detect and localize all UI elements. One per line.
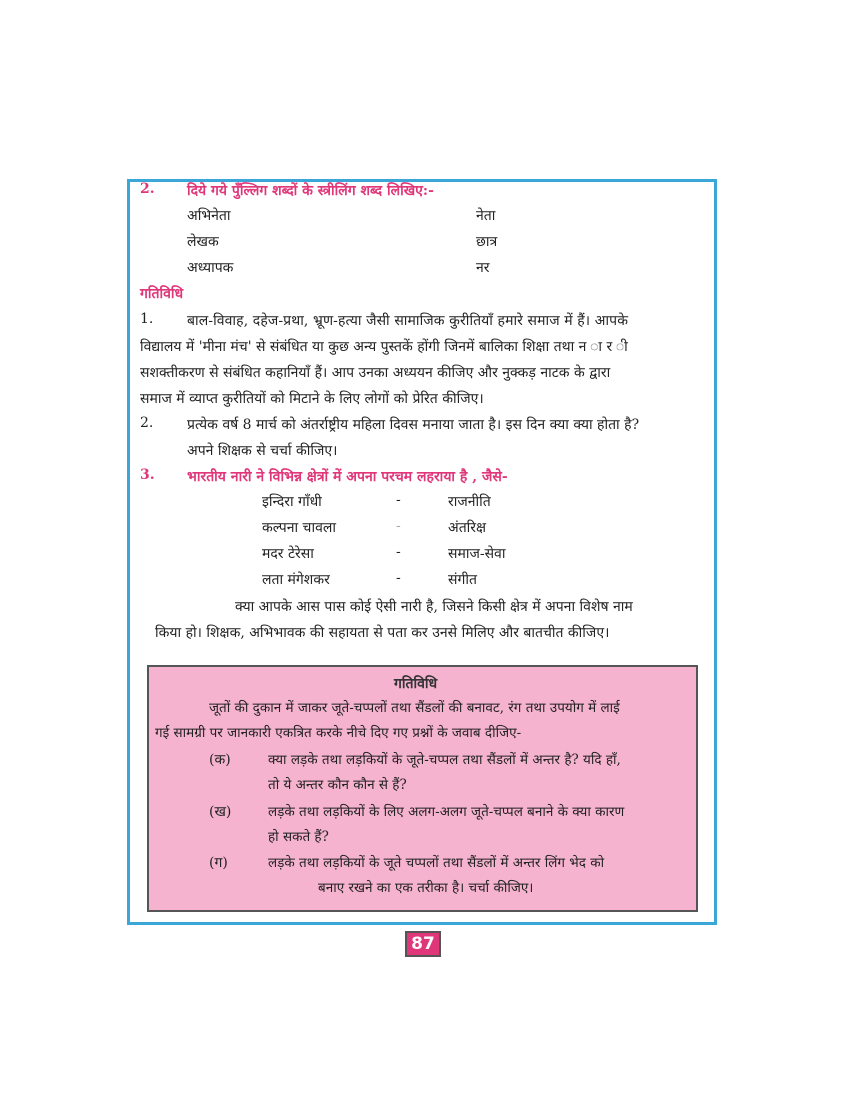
question-line: लड़के तथा लड़कियों के जूते चप्पलों तथा सैंडलों में अन्तर लिंग भेद को bbox=[268, 855, 605, 871]
word-right: छात्र bbox=[476, 234, 498, 250]
woman-name: कल्पना चावला bbox=[262, 520, 336, 536]
q2-heading: दिये गये पुँल्लिग शब्दों के स्त्रीलिंग शब्द लिखिए:- bbox=[187, 183, 434, 199]
word-right: नेता bbox=[476, 208, 496, 224]
activity-title: गतिविधि bbox=[140, 286, 184, 302]
activity-item-line: अपने शिक्षक से चर्चा कीजिए। bbox=[187, 443, 338, 459]
activity-box-intro: गई सामग्री पर जानकारी एकत्रित करके नीचे दिए गए प्रश्नों के जवाब दीजिए- bbox=[155, 725, 522, 741]
question-line: बनाए रखने का एक तरीका है। चर्चा कीजिए। bbox=[318, 880, 534, 896]
woman-name: मदर टेरेसा bbox=[262, 546, 314, 562]
question-label: (ग) bbox=[209, 855, 228, 871]
woman-name: लता मंगेशकर bbox=[262, 572, 330, 588]
q3-heading: भारतीय नारी ने विभिन्न क्षेत्रों में अपना परचम लहराया है , जैसे- bbox=[187, 469, 508, 485]
pair-dash: - bbox=[396, 544, 401, 560]
activity-item-number: 1. bbox=[140, 311, 154, 327]
q2-number: 2. bbox=[140, 181, 155, 197]
question-label: (ख) bbox=[209, 804, 232, 820]
pair-dash: - bbox=[396, 570, 401, 586]
activity-item-line: सशक्तीकरण से संबंधित कहानियाँ हैं। आप उनका अध्ययन कीजिए और नुक्कड़ नाटक के द्वारा bbox=[140, 365, 611, 381]
activity-box-title: गतिविधि bbox=[394, 676, 438, 692]
activity-item-line: बाल-विवाह, दहेज-प्रथा, भ्रूण-हत्या जैसी सामाजिक कुरीतियाँ हमारे समाज में हैं। आपके bbox=[187, 313, 629, 329]
question-line: क्या लड़के तथा लड़कियों के जूते-चप्पल तथा सैंडलों में अन्तर है? यदि हाँ, bbox=[268, 752, 621, 768]
word-left: अध्यापक bbox=[187, 260, 234, 276]
woman-field: समाज-सेवा bbox=[448, 546, 506, 562]
pair-dash: - bbox=[396, 492, 401, 508]
woman-field: राजनीति bbox=[448, 494, 491, 510]
activity-item-line: प्रत्येक वर्ष 8 मार्च को अंतर्राष्ट्रीय महिला दिवस मनाया जाता है। इस दिन क्या क्या होता है? bbox=[187, 417, 640, 433]
question-line: हो सकते हैं? bbox=[268, 829, 329, 845]
q3-paragraph-line: क्या आपके आस पास कोई ऐसी नारी है, जिसने किसी क्षेत्र में अपना विशेष नाम bbox=[235, 599, 633, 615]
q3-paragraph-line: किया हो। शिक्षक, अभिभावक की सहायता से पता कर उनसे मिलिए और बातचीत कीजिए। bbox=[155, 625, 610, 641]
question-line: लड़के तथा लड़कियों के लिए अलग-अलग जूते-चप्पल बनाने के क्या कारण bbox=[268, 804, 625, 820]
activity-item-line: विद्यालय में 'मीना मंच' से संबंधित या कुछ अन्य पुस्तकें होंगी जिनमें बालिका शिक्षा तथा न ा र ी bbox=[140, 339, 628, 355]
activity-box-intro: जूतों की दुकान में जाकर जूते-चप्पलों तथा सैंडलों की बनावट, रंग तथा उपयोग में लाई bbox=[209, 700, 620, 716]
woman-field: अंतरिक्ष bbox=[448, 520, 487, 536]
q3-number: 3. bbox=[140, 467, 155, 483]
word-left: लेखक bbox=[187, 234, 219, 250]
question-line: तो ये अन्तर कौन कौन से हैं? bbox=[268, 777, 407, 793]
page-number: 87 bbox=[405, 931, 441, 957]
activity-item-line: समाज में व्याप्त कुरीतियों को मिटाने के लिए लोगों को प्रेरित कीजिए। bbox=[140, 391, 484, 407]
activity-item-number: 2. bbox=[140, 415, 154, 431]
woman-name: इन्दिरा गाँधी bbox=[262, 494, 322, 510]
woman-field: संगीत bbox=[448, 572, 477, 588]
pair-dash: - bbox=[396, 518, 401, 534]
word-right: नर bbox=[476, 260, 490, 276]
question-label: (क) bbox=[209, 752, 231, 768]
word-left: अभिनेता bbox=[187, 208, 231, 224]
